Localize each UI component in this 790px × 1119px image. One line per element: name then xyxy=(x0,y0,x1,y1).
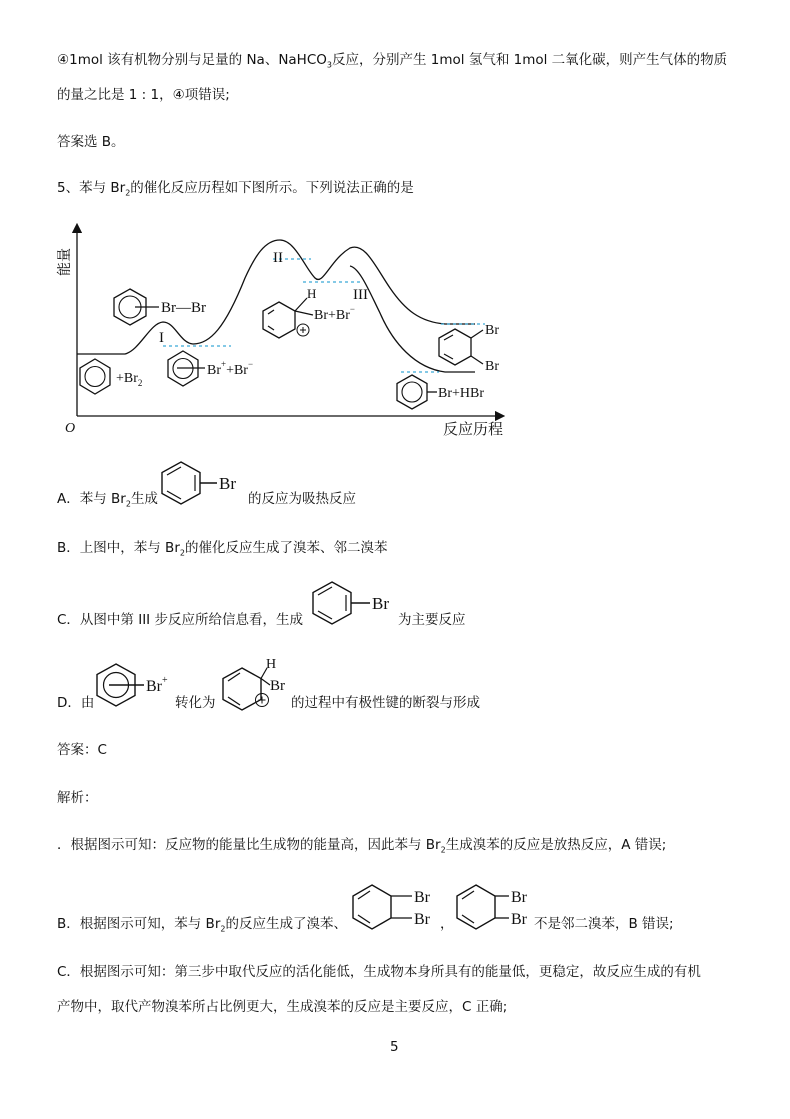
benzene-br2-complex xyxy=(114,289,206,325)
explanation-b: B．根据图示可知，苯与 $Br_2$的反应生成了溴苯、 xyxy=(57,916,347,934)
svg-text:H: H xyxy=(307,286,317,301)
svg-text:Br—Br: Br—Br xyxy=(161,300,206,316)
origin-label: O xyxy=(65,421,76,436)
svg-text:Br++Br−: Br++Br− xyxy=(207,359,254,378)
arenium-intermediate xyxy=(218,654,292,714)
bromobenzene-structure xyxy=(303,578,398,628)
option-a-suffix: 的反应为吸热反应 xyxy=(248,491,356,507)
svg-text:H: H xyxy=(266,657,277,672)
para4-line2: 的量之比是 1 : 1，④项错误; xyxy=(57,87,230,103)
analysis-heading: 解析： xyxy=(57,790,98,806)
arenium-intermediate xyxy=(263,286,355,338)
svg-text:Br+: Br+ xyxy=(146,675,168,695)
option-a-text: A．苯与 $Br_2$生成 xyxy=(57,491,158,509)
svg-text:Br: Br xyxy=(414,911,430,928)
svg-text:Br+Br−: Br+Br− xyxy=(314,304,355,323)
substitution-product xyxy=(397,375,484,409)
svg-text:Br: Br xyxy=(270,678,285,694)
svg-text:Br: Br xyxy=(511,911,527,928)
circled-4: ④ xyxy=(57,52,70,68)
question-5: 5、苯与 $Br_2$的催化反应历程如下图所示。下列说法正确的是 xyxy=(57,180,414,198)
svg-text:Br: Br xyxy=(219,474,236,493)
y-axis-label: 能量 xyxy=(58,248,73,276)
svg-text:Br: Br xyxy=(372,594,389,613)
explanation-c-line2: 产物中，取代产物溴苯所占比例更大，生成溴苯的反应是主要反应，C 正确; xyxy=(57,999,508,1015)
previous-answer: 答案选 B。 xyxy=(57,134,125,150)
benzene-brplus-complex xyxy=(168,351,253,386)
option-d-mid: 转化为 xyxy=(175,695,216,711)
explanation-b-suffix: 不是邻二溴苯，B 错误; xyxy=(534,916,674,932)
step-label-1: I xyxy=(159,330,164,346)
option-d-text: D．由 xyxy=(57,695,95,711)
energy-curve-lower xyxy=(350,266,475,372)
svg-text:+Br2: $+Br_2$ xyxy=(116,371,143,388)
dibromocyclohexadiene-structure xyxy=(350,880,440,936)
svg-text:Br: Br xyxy=(511,889,527,906)
benzene-plus-br2 xyxy=(80,359,142,394)
option-d-suffix: 的过程中有极性键的断裂与形成 xyxy=(291,695,480,711)
svg-text:Br: Br xyxy=(414,889,430,906)
svg-text:Br: Br xyxy=(485,359,499,374)
option-c-text: C．从图中第 III 步反应所给信息看，生成 xyxy=(57,612,303,628)
explanation-c-line1: C．根据图示可知：第三步中取代反应的活化能低，生成物本身所具有的能量低，更稳定，故反应生成的有机 xyxy=(57,964,701,980)
benzene-brplus-complex xyxy=(92,660,174,710)
option-c-suffix: 为主要反应 xyxy=(398,612,466,628)
svg-text:Br+HBr: Br+HBr xyxy=(438,386,485,401)
circled-4: ④ xyxy=(172,87,185,103)
option-b-text: B．上图中，苯与 $Br_2$的催化反应生成了溴苯、邻二溴苯 xyxy=(57,540,388,558)
step-label-3: III xyxy=(353,287,368,303)
x-axis-label: 反应历程 xyxy=(443,422,504,438)
svg-text:Br: Br xyxy=(485,323,499,338)
step-label-2: II xyxy=(273,250,283,266)
page-number: 5 xyxy=(390,1039,399,1055)
answer: 答案：C xyxy=(57,742,107,758)
explanation-b-comma: ， xyxy=(440,916,454,932)
bromobenzene-structure xyxy=(157,458,247,508)
dibromocyclohexadiene-structure xyxy=(454,880,536,936)
addition-product xyxy=(439,323,499,374)
explanation-a: ．根据图示可知：反应物的能量比生成物的能量高，因此苯与 $Br_2$生成溴苯的反应是放热反应，A 错误; xyxy=(57,837,667,855)
energy-diagram xyxy=(55,218,515,440)
para4-line1: ④1mol 该有机物分别与足量的 Na、NaHCO$_3$反应，分别产生 1mol 氢气和 1mol 二氧化碳，则产生气体的物质 xyxy=(57,52,728,70)
